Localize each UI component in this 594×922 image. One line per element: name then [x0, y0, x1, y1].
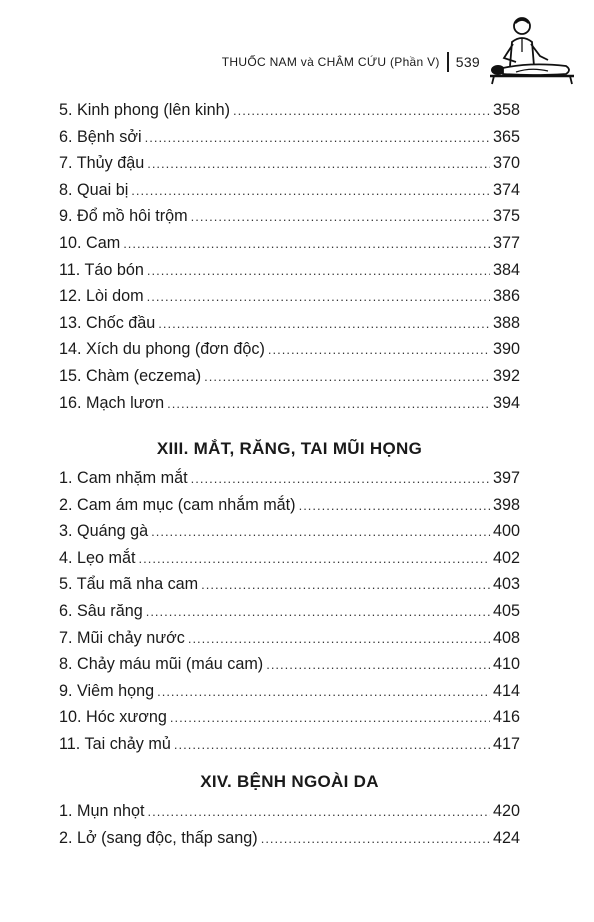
toc-group-3 [59, 762, 520, 855]
toc-entry [59, 629, 520, 656]
toc-entry [59, 128, 520, 155]
entry-title: 5. Tẩu mã nha cam [59, 575, 199, 594]
toc-entry [59, 154, 520, 181]
entry-title: 9. Viêm họng [59, 681, 155, 700]
entry-page: 402 [492, 548, 520, 567]
entry-page: 374 [492, 180, 520, 199]
entry-title: 8. Quai bị [59, 180, 129, 199]
entry-title: 2. Cam ám mục (cam nhắm mắt) [59, 495, 296, 514]
entry-title: 13. Chốc đầu [59, 313, 156, 332]
entry-title: 15. Chàm (eczema) [59, 366, 202, 385]
toc-entry [59, 314, 520, 341]
toc-entry [59, 469, 520, 496]
entry-page: 375 [492, 207, 520, 226]
entry-title: 11. Táo bón [59, 260, 144, 279]
entry-title: 10. Hóc xương [59, 708, 167, 727]
entry-title: 4. Lẹo mắt [59, 548, 136, 567]
entry-page: 414 [492, 681, 520, 700]
toc-entry [59, 829, 520, 856]
header-divider [447, 52, 449, 72]
toc-entry [59, 682, 520, 709]
acupuncturist-treating-patient-illustration [486, 14, 576, 86]
entry-page: 358 [492, 101, 520, 119]
toc-entry [59, 802, 520, 829]
toc-entry [59, 575, 520, 602]
entry-page: 384 [492, 260, 520, 279]
entry-page: 390 [492, 340, 520, 359]
entry-title: 14. Xích du phong (đơn độc) [59, 340, 265, 359]
entry-page: 370 [492, 154, 520, 173]
entry-page: 398 [492, 495, 520, 514]
section-heading: XIV. BỆNH NGOÀI DA [200, 772, 379, 791]
entry-page: 424 [492, 828, 520, 847]
toc-entry [59, 549, 520, 576]
entry-page: 388 [492, 313, 520, 332]
toc-entry [59, 522, 520, 549]
toc-entry [59, 340, 520, 367]
entry-title: 6. Bệnh sởi [59, 127, 142, 146]
toc-group-1 [59, 101, 520, 420]
entry-title: 6. Sâu răng [59, 601, 143, 620]
entry-page: 386 [492, 287, 520, 306]
toc-entry [59, 735, 520, 762]
toc-entry [59, 207, 520, 234]
entry-page: 416 [492, 708, 520, 727]
entry-title: 7. Thủy đậu [59, 154, 145, 173]
toc-entry [59, 101, 520, 128]
section-heading: XIII. MẮT, RĂNG, TAI MŨI HỌNG [156, 439, 423, 458]
entry-title: 1. Mụn nhọt [59, 802, 145, 820]
toc-entry [59, 287, 520, 314]
toc-entry [59, 655, 520, 682]
entry-page: 408 [492, 628, 520, 647]
entry-page: 417 [492, 734, 520, 753]
entry-page: 365 [492, 127, 520, 146]
entry-title: 2. Lở (sang độc, thấp sang) [59, 828, 258, 847]
entry-page: 405 [492, 601, 520, 620]
entry-title: 9. Đổ mồ hôi trộm [59, 207, 188, 226]
running-header [222, 52, 480, 72]
entry-page: 397 [492, 469, 520, 487]
entry-title: 16. Mạch lươn [59, 393, 165, 412]
entry-page: 403 [492, 575, 520, 594]
toc-entry [59, 234, 520, 261]
entry-page: 420 [492, 802, 520, 820]
entry-page: 394 [492, 393, 520, 412]
toc-entry [59, 367, 520, 394]
entry-page: 400 [492, 522, 520, 541]
entry-page: 392 [492, 366, 520, 385]
toc-entry [59, 708, 520, 735]
entry-title: 8. Chảy máu mũi (máu cam) [59, 655, 264, 674]
entry-title: 10. Cam [59, 233, 121, 252]
entry-title: 7. Mũi chảy nước [59, 628, 185, 647]
toc-group-2 [59, 429, 520, 762]
entry-title: 11. Tai chảy mủ [59, 734, 171, 753]
entry-title: 3. Quáng gà [59, 522, 149, 541]
toc-entry [59, 181, 520, 208]
toc-entry [59, 394, 520, 421]
running-title: THUỐC NAM và CHÂM CỨU (Phần V) [221, 55, 440, 69]
entry-page: 410 [492, 655, 520, 674]
toc-entry [59, 602, 520, 629]
entry-title: 1. Cam nhặm mắt [59, 469, 188, 487]
toc-entry [59, 261, 520, 288]
page-number: 539 [455, 54, 480, 70]
entry-page: 377 [492, 233, 520, 252]
toc-entry [59, 496, 520, 523]
entry-title: 12. Lòi dom [59, 287, 144, 306]
entry-title: 5. Kinh phong (lên kinh) [59, 101, 230, 119]
